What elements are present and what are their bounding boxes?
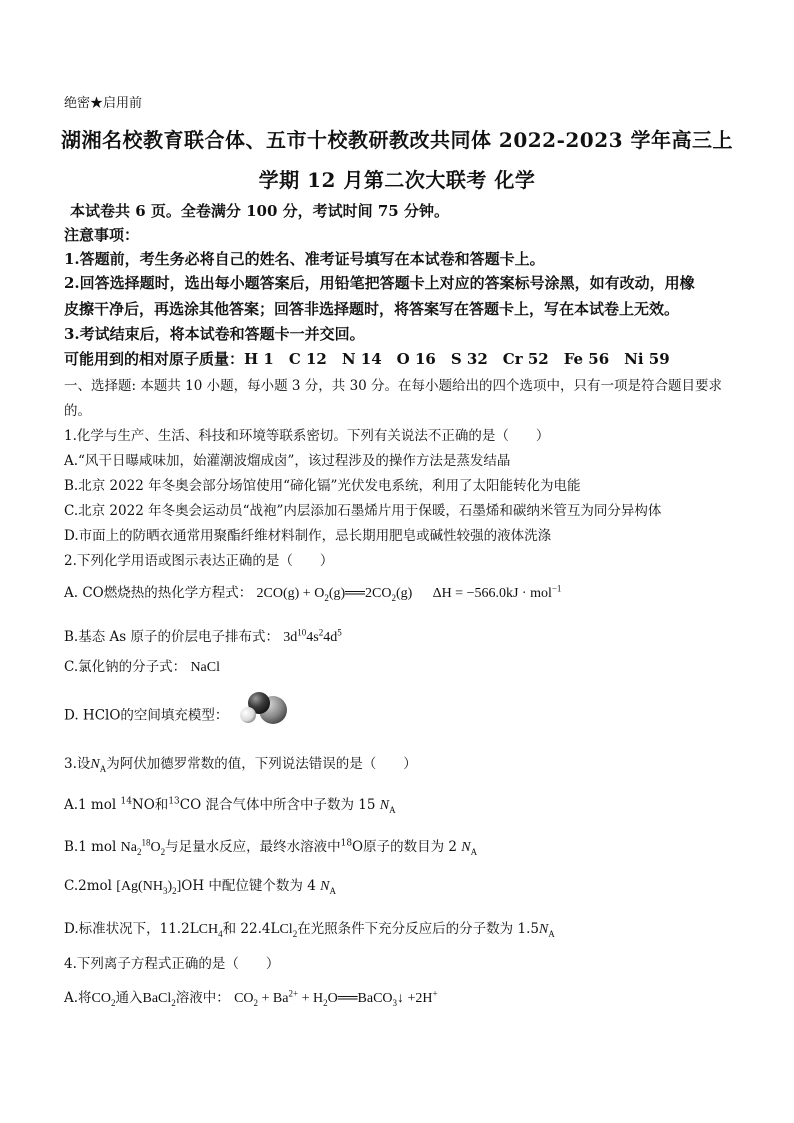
q2-option-b xyxy=(64,625,342,646)
q2-c-label: C.氯化钠的分子式： xyxy=(64,659,187,675)
q3-option-c: C.2mol $[Ag(NH_3)_2]OH$ 中配位键个数为 4 $N_A$ xyxy=(64,878,336,896)
q4-stem: 4.下列离子方程式正确的是（ ） xyxy=(64,956,280,972)
q3-option-d: D.标准状况下，$11.2LCH_4$和 22.4LCl$_2$在光照条件下充分反应后的分子数为 $1.5N_A$ xyxy=(64,921,555,939)
section-heading-line2: 的。 xyxy=(64,403,91,419)
note-item-2-line2: 皮擦干净后，再选涂其他答案；回答非选择题时，将答案写在答题卡上，写在本试卷上无效。 xyxy=(64,300,680,318)
q2-d-label: D. HClO的空间填充模型： xyxy=(64,707,229,724)
note-item-1: 1.答题前，考生务必将自己的姓名、准考证号填写在本试卷和答题卡上。 xyxy=(64,250,545,268)
q1-option-b: B.北京 2022 年冬奥会部分场馆使用“碲化镉”光伏发电系统，利用了太阳能转化为电能 xyxy=(64,478,581,494)
exam-title-line1: 湖湘名校教育联合体、五市十校教研教改共同体 2022-2023 学年高三上 xyxy=(60,128,734,152)
notes-heading: 注意事项： xyxy=(64,226,140,244)
q1-option-d: D.市面上的防晒衣通常用聚酯纤维材料制作，忌长期用肥皂或碱性较强的液体洗涤 xyxy=(64,528,552,544)
q2-a-equation: $2CO(g) + O_2(g)══2CO_2(g)$ xyxy=(256,586,413,603)
exam-title-line2: 学期 12 月第二次大联考 化学 xyxy=(258,168,536,192)
q4-option-a: A.将$CO_2$通入BaCl$_2$溶液中： $CO_2 + Ba^{2+}$ + $H_2O══BaCO_3↓ +2H^+$ xyxy=(64,988,438,1008)
q3-option-a: A.1 mol $^{14}$NO和$^{13}$CO 混合气体中所含中子数为 15 $N_A$ xyxy=(64,796,396,815)
q2-stem: 2.下列化学用语或图示表达正确的是（ ） xyxy=(64,553,334,569)
q2-option-d xyxy=(64,688,291,728)
q4-a-equation: $CO_2 + Ba^{2+}$ + $H_2O══BaCO_3↓ +2H^+$ xyxy=(234,988,438,1008)
confidential-mark: 绝密★启用前 xyxy=(64,96,143,111)
q2-b-label: B.基态 As 原子的价层电子排布式： xyxy=(64,629,279,645)
exam-info: 本试卷共 6 页。全卷满分 100 分，考试时间 75 分钟。 xyxy=(70,202,449,220)
q2-a-label: A. CO燃烧热的热化学方程式： xyxy=(64,585,253,601)
note-item-3: 3.考试结束后，将本试卷和答题卡一并交回。 xyxy=(64,325,365,343)
atomic-masses: 可能用到的相对原子质量：H 1 C 12 N 14 O 16 S 32 Cr 52 Fe 56 Ni 59 xyxy=(64,350,670,368)
note-item-2-line1: 2.回答选择题时，选出每小题答案后，用铅笔把答题卡上对应的答案标号涂黑，如有改动，用橡 xyxy=(64,274,695,292)
q2-c-formula: NaCl xyxy=(190,660,220,675)
hclo-space-filling-model xyxy=(237,688,291,744)
section-heading-line1: 一、选择题: 本题共 10 小题，每小题 3 分，共 30 分。在每小题给出的四个选项中，只有一项是符合题目要求 xyxy=(64,378,723,394)
q1-option-a: A.“风干日曝咸味加，始灌潮波熘成卤”，该过程涉及的操作方法是蒸发结晶 xyxy=(64,453,511,469)
q2-option-c xyxy=(64,655,220,676)
q2-b-config: $3d^{10}4s^24d^5$ xyxy=(283,627,342,645)
q3-option-b: B.1 mol $Na_2^{18}O_2$与足量水反应，最终水溶液中$^{18}$O原子的数目为 2 $N_A$ xyxy=(64,837,478,857)
q1-option-c: C.北京 2022 年冬奥会运动员“战袍”内层添加石墨烯片用于保暖，石墨烯和碳纳米管互为同分异构体 xyxy=(64,503,662,519)
q2-option-a xyxy=(64,581,561,603)
q2-a-enthalpy: ΔH = −566.0kJ · mol$^{-1}$ xyxy=(432,583,562,601)
q1-stem: 1.化学与生产、生活、科技和环境等联系密切。下列有关说法不正确的是（ ） xyxy=(64,428,550,444)
q3-stem: 3.设$N_A$为阿伏加德罗常数的值，下列说法错误的是（ ） xyxy=(64,756,417,774)
